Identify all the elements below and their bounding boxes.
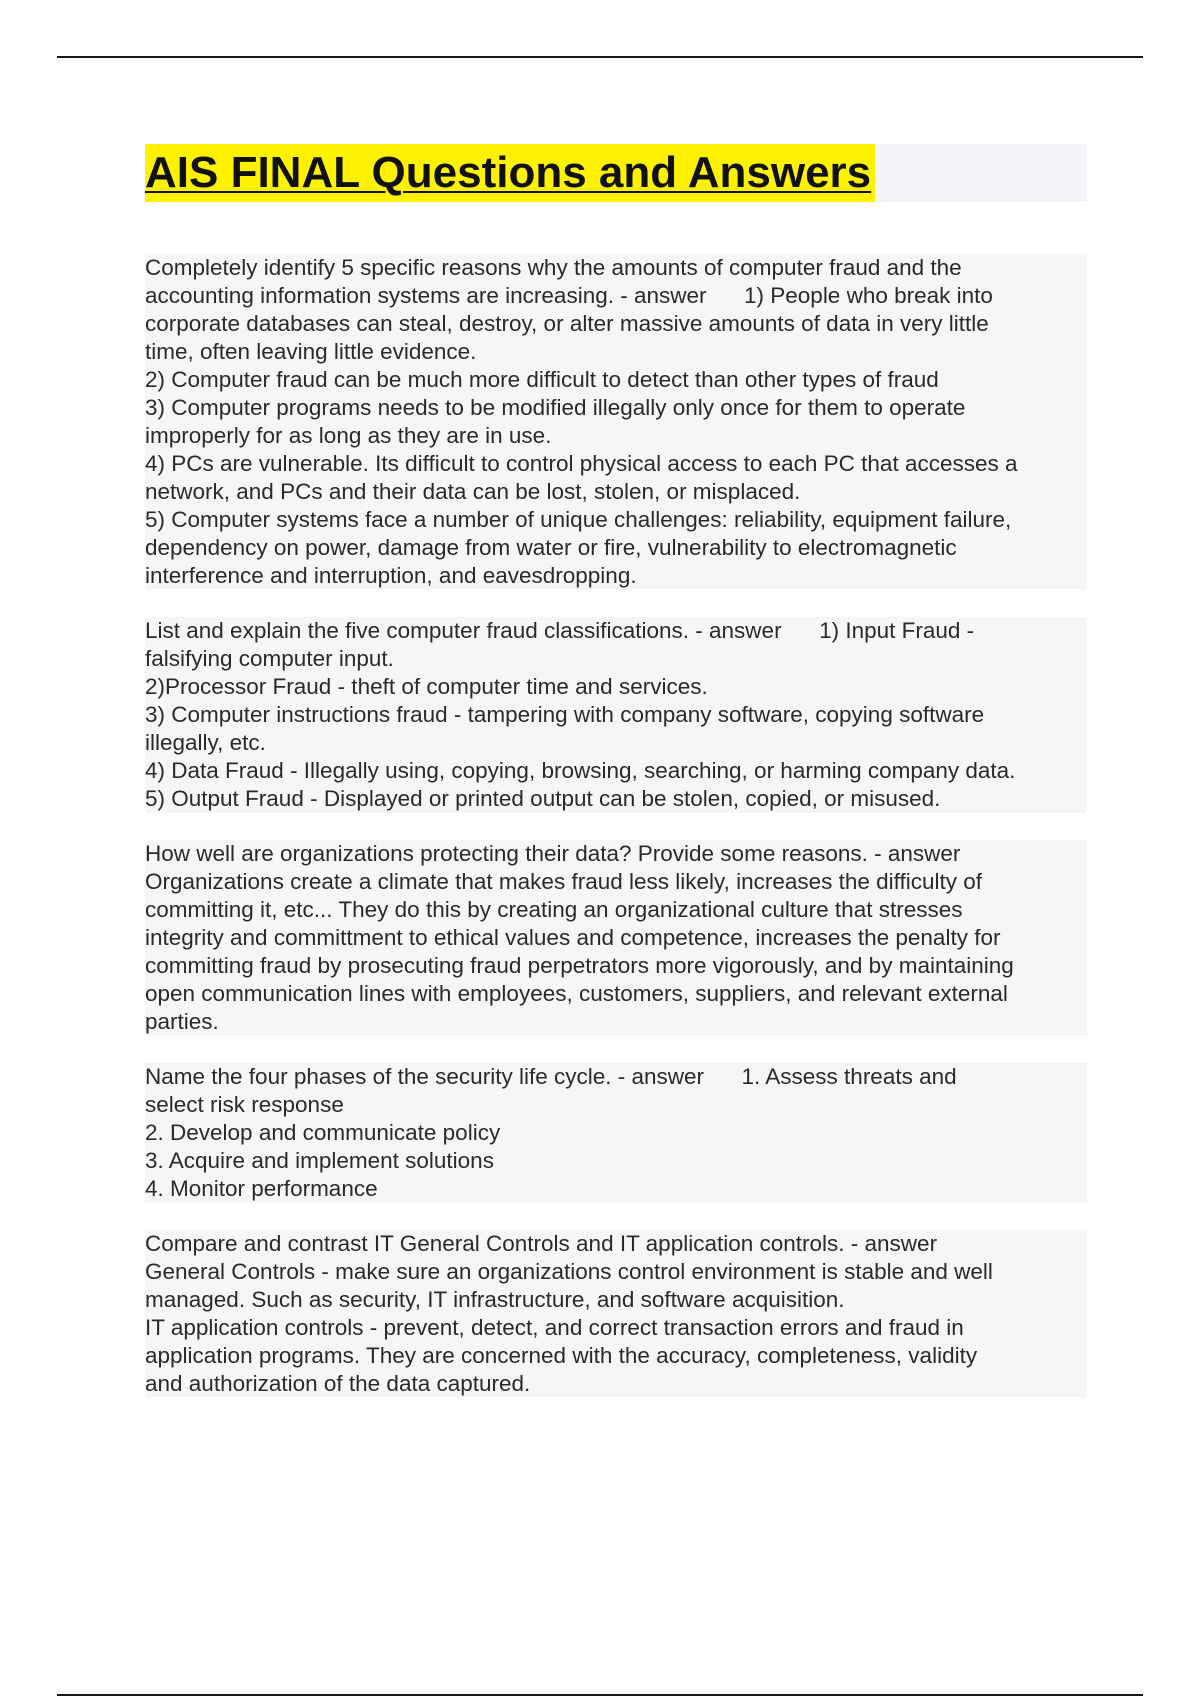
qa-line: select risk response	[145, 1091, 1087, 1119]
title-bar	[145, 144, 1087, 202]
qa-line: 3. Acquire and implement solutions	[145, 1147, 1087, 1175]
qa-line: Compare and contrast IT General Controls and IT application controls. - answer	[145, 1230, 1087, 1258]
qa-line: open communication lines with employees, customers, suppliers, and relevant external	[145, 980, 1087, 1008]
qa-line: 4) Data Fraud - Illegally using, copying, browsing, searching, or harming company data.	[145, 757, 1087, 785]
qa-line: List and explain the five computer fraud classifications. - answer 1) Input Fraud -	[145, 617, 1087, 645]
qa-line: 3) Computer programs needs to be modified illegally only once for them to operate	[145, 394, 1087, 422]
qa-line: network, and PCs and their data can be lost, stolen, or misplaced.	[145, 478, 1087, 506]
qa-line: IT application controls - prevent, detect, and correct transaction errors and fraud in	[145, 1314, 1087, 1342]
qa-line: committing fraud by prosecuting fraud perpetrators more vigorously, and by maintaining	[145, 952, 1087, 980]
qa-line: improperly for as long as they are in use.	[145, 422, 1087, 450]
bottom-rule	[57, 1694, 1143, 1696]
qa-block	[145, 254, 1087, 590]
qa-line: parties.	[145, 1008, 1087, 1036]
qa-list	[145, 254, 1087, 1398]
qa-line: How well are organizations protecting their data? Provide some reasons. - answer	[145, 840, 1087, 868]
document-title: AIS FINAL Questions and Answers	[145, 144, 875, 202]
qa-line: committing it, etc... They do this by creating an organizational culture that stresses	[145, 896, 1087, 924]
qa-line: 5) Computer systems face a number of unique challenges: reliability, equipment failure,	[145, 506, 1087, 534]
qa-line: dependency on power, damage from water or fire, vulnerability to electromagnetic	[145, 534, 1087, 562]
qa-line: 2. Develop and communicate policy	[145, 1119, 1087, 1147]
qa-block	[145, 1063, 1087, 1203]
qa-line: General Controls - make sure an organizations control environment is stable and well	[145, 1258, 1087, 1286]
qa-line: application programs. They are concerned with the accuracy, completeness, validity	[145, 1342, 1087, 1370]
qa-line: integrity and committment to ethical values and competence, increases the penalty for	[145, 924, 1087, 952]
qa-line: Organizations create a climate that makes fraud less likely, increases the difficulty of	[145, 868, 1087, 896]
qa-line: managed. Such as security, IT infrastructure, and software acquisition.	[145, 1286, 1087, 1314]
qa-line: 2)Processor Fraud - theft of computer time and services.	[145, 673, 1087, 701]
qa-line: Completely identify 5 specific reasons why the amounts of computer fraud and the	[145, 254, 1087, 282]
top-rule	[57, 56, 1143, 58]
qa-line: 5) Output Fraud - Displayed or printed output can be stolen, copied, or misused.	[145, 785, 1087, 813]
qa-line: 4) PCs are vulnerable. Its difficult to control physical access to each PC that accesses a	[145, 450, 1087, 478]
qa-line: falsifying computer input.	[145, 645, 1087, 673]
document-body	[145, 144, 1087, 1425]
qa-line: time, often leaving little evidence.	[145, 338, 1087, 366]
qa-block	[145, 1230, 1087, 1398]
qa-line: 2) Computer fraud can be much more difficult to detect than other types of fraud	[145, 366, 1087, 394]
qa-block	[145, 617, 1087, 813]
qa-line: 4. Monitor performance	[145, 1175, 1087, 1203]
qa-line: corporate databases can steal, destroy, or alter massive amounts of data in very little	[145, 310, 1087, 338]
qa-line: illegally, etc.	[145, 729, 1087, 757]
qa-line: 3) Computer instructions fraud - tampering with company software, copying software	[145, 701, 1087, 729]
qa-line: accounting information systems are increasing. - answer 1) People who break into	[145, 282, 1087, 310]
qa-line: and authorization of the data captured.	[145, 1370, 1087, 1398]
qa-block	[145, 840, 1087, 1036]
qa-line: Name the four phases of the security life cycle. - answer 1. Assess threats and	[145, 1063, 1087, 1091]
qa-line: interference and interruption, and eavesdropping.	[145, 562, 1087, 590]
